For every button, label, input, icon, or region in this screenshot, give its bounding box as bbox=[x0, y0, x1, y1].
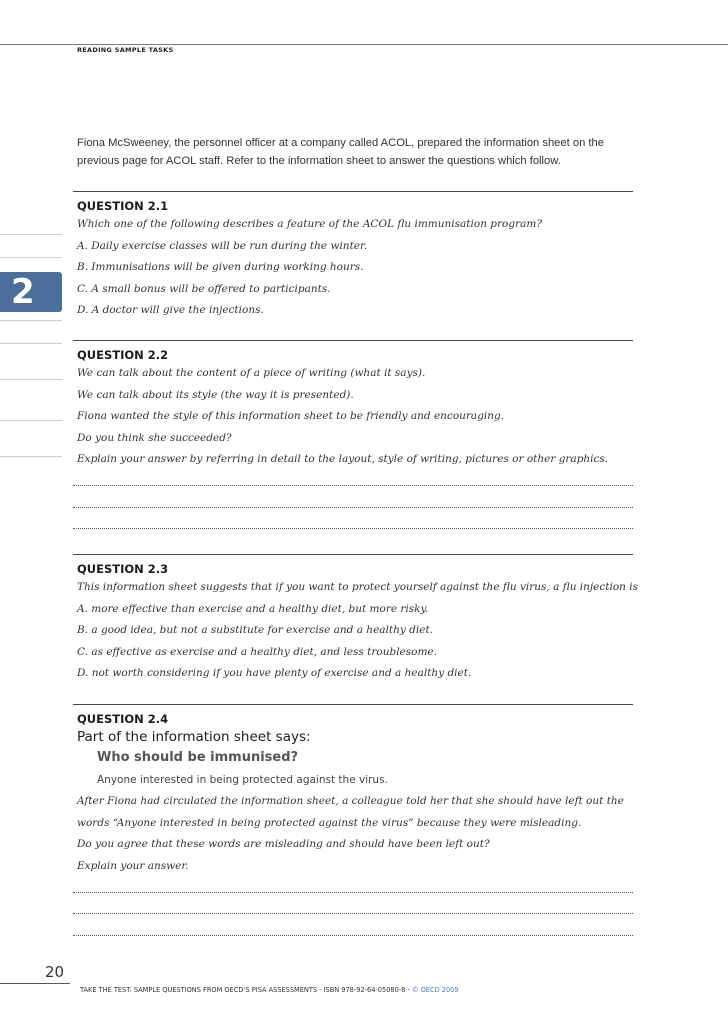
answer-line[interactable] bbox=[73, 877, 633, 899]
excerpt-intro: Part of the information sheet says: bbox=[77, 729, 311, 745]
section-rule bbox=[73, 191, 633, 192]
footer-rule bbox=[0, 983, 70, 984]
question-title: QUESTION 2.1 bbox=[77, 199, 169, 213]
option-d[interactable]: D. A doctor will give the injections. bbox=[77, 304, 264, 316]
question-line: We can talk about the content of a piece of writing (what it says). bbox=[77, 367, 426, 379]
answer-line[interactable] bbox=[73, 492, 633, 514]
question-line: Explain your answer by referring in detail to the layout, style of writing, pictures or other graphics. bbox=[77, 453, 609, 465]
page-number: 20 bbox=[45, 963, 65, 981]
section-rule bbox=[73, 340, 633, 341]
top-rule bbox=[0, 44, 728, 45]
option-b[interactable]: B. Immunisations will be given during working hours. bbox=[77, 261, 364, 273]
answer-line[interactable] bbox=[73, 899, 633, 921]
footer-copyright: © OECD 2009 bbox=[411, 986, 459, 994]
question-2-2 bbox=[73, 340, 633, 535]
option-a[interactable]: A. more effective than exercise and a healthy diet, but more risky. bbox=[77, 602, 429, 615]
option-b[interactable]: B. a good idea, but not a substitute for exercise and a healthy diet. bbox=[77, 624, 434, 636]
running-header: READING SAMPLE TASKS bbox=[77, 46, 174, 54]
margin-line bbox=[0, 420, 62, 421]
question-2-1 bbox=[73, 191, 633, 322]
question-line: words “Anyone interested in being protected against the virus” because they were misleading. bbox=[77, 816, 582, 829]
question-line: Fiona wanted the style of this information sheet to be friendly and encouraging. bbox=[77, 410, 505, 422]
question-prompt: Which one of the following describes a feature of the ACOL flu immunisation program? bbox=[77, 218, 542, 230]
question-title: QUESTION 2.2 bbox=[77, 348, 169, 362]
footer-text bbox=[80, 986, 459, 994]
chapter-number: 2 bbox=[11, 272, 35, 312]
margin-line bbox=[0, 379, 62, 380]
question-2-3 bbox=[73, 554, 639, 685]
option-d[interactable]: D. not worth considering if you have plenty of exercise and a healthy diet. bbox=[77, 667, 472, 679]
question-line: Do you agree that these words are misleading and should have been left out? bbox=[77, 838, 490, 850]
question-title: QUESTION 2.4 bbox=[77, 712, 169, 726]
question-line: After Fiona had circulated the information sheet, a colleague told her that she should have left out the bbox=[77, 795, 624, 807]
question-title: QUESTION 2.3 bbox=[77, 562, 169, 576]
answer-line[interactable] bbox=[73, 471, 633, 493]
question-prompt: This information sheet suggests that if you want to protect yourself against the flu virus, a flu injection is bbox=[77, 581, 639, 593]
answer-line[interactable] bbox=[73, 920, 633, 942]
margin-line bbox=[0, 257, 62, 258]
margin-line bbox=[0, 456, 62, 457]
margin-line bbox=[0, 234, 62, 235]
section-rule bbox=[73, 554, 633, 555]
excerpt-quote: Anyone interested in being protected against the virus. bbox=[97, 774, 388, 786]
question-line: Explain your answer. bbox=[77, 859, 189, 872]
option-c[interactable]: C. A small bonus will be offered to participants. bbox=[77, 282, 331, 295]
margin-line bbox=[0, 320, 62, 321]
question-line: Do you think she succeeded? bbox=[77, 431, 232, 444]
question-2-4 bbox=[73, 704, 633, 942]
margin-line bbox=[0, 343, 62, 344]
section-rule bbox=[73, 704, 633, 705]
excerpt-heading: Who should be immunised? bbox=[97, 750, 299, 765]
answer-line[interactable] bbox=[73, 514, 633, 536]
intro-paragraph: Fiona McSweeney, the personnel officer at a company called ACOL, prepared the information sheet on the previous page for ACOL staff. Refer to the information sheet to answer the questions which follow. bbox=[77, 137, 604, 167]
question-line: We can talk about its style (the way it is presented). bbox=[77, 388, 354, 401]
option-c[interactable]: C. as effective as exercise and a healthy diet, and less troublesome. bbox=[77, 645, 437, 658]
footer-citation: TAKE THE TEST: SAMPLE QUESTIONS FROM OECD’S PISA ASSESSMENTS - ISBN 978-92-64-05080-8 - bbox=[80, 986, 412, 994]
chapter-tab bbox=[0, 272, 62, 312]
option-a[interactable]: A. Daily exercise classes will be run during the winter. bbox=[77, 239, 368, 252]
